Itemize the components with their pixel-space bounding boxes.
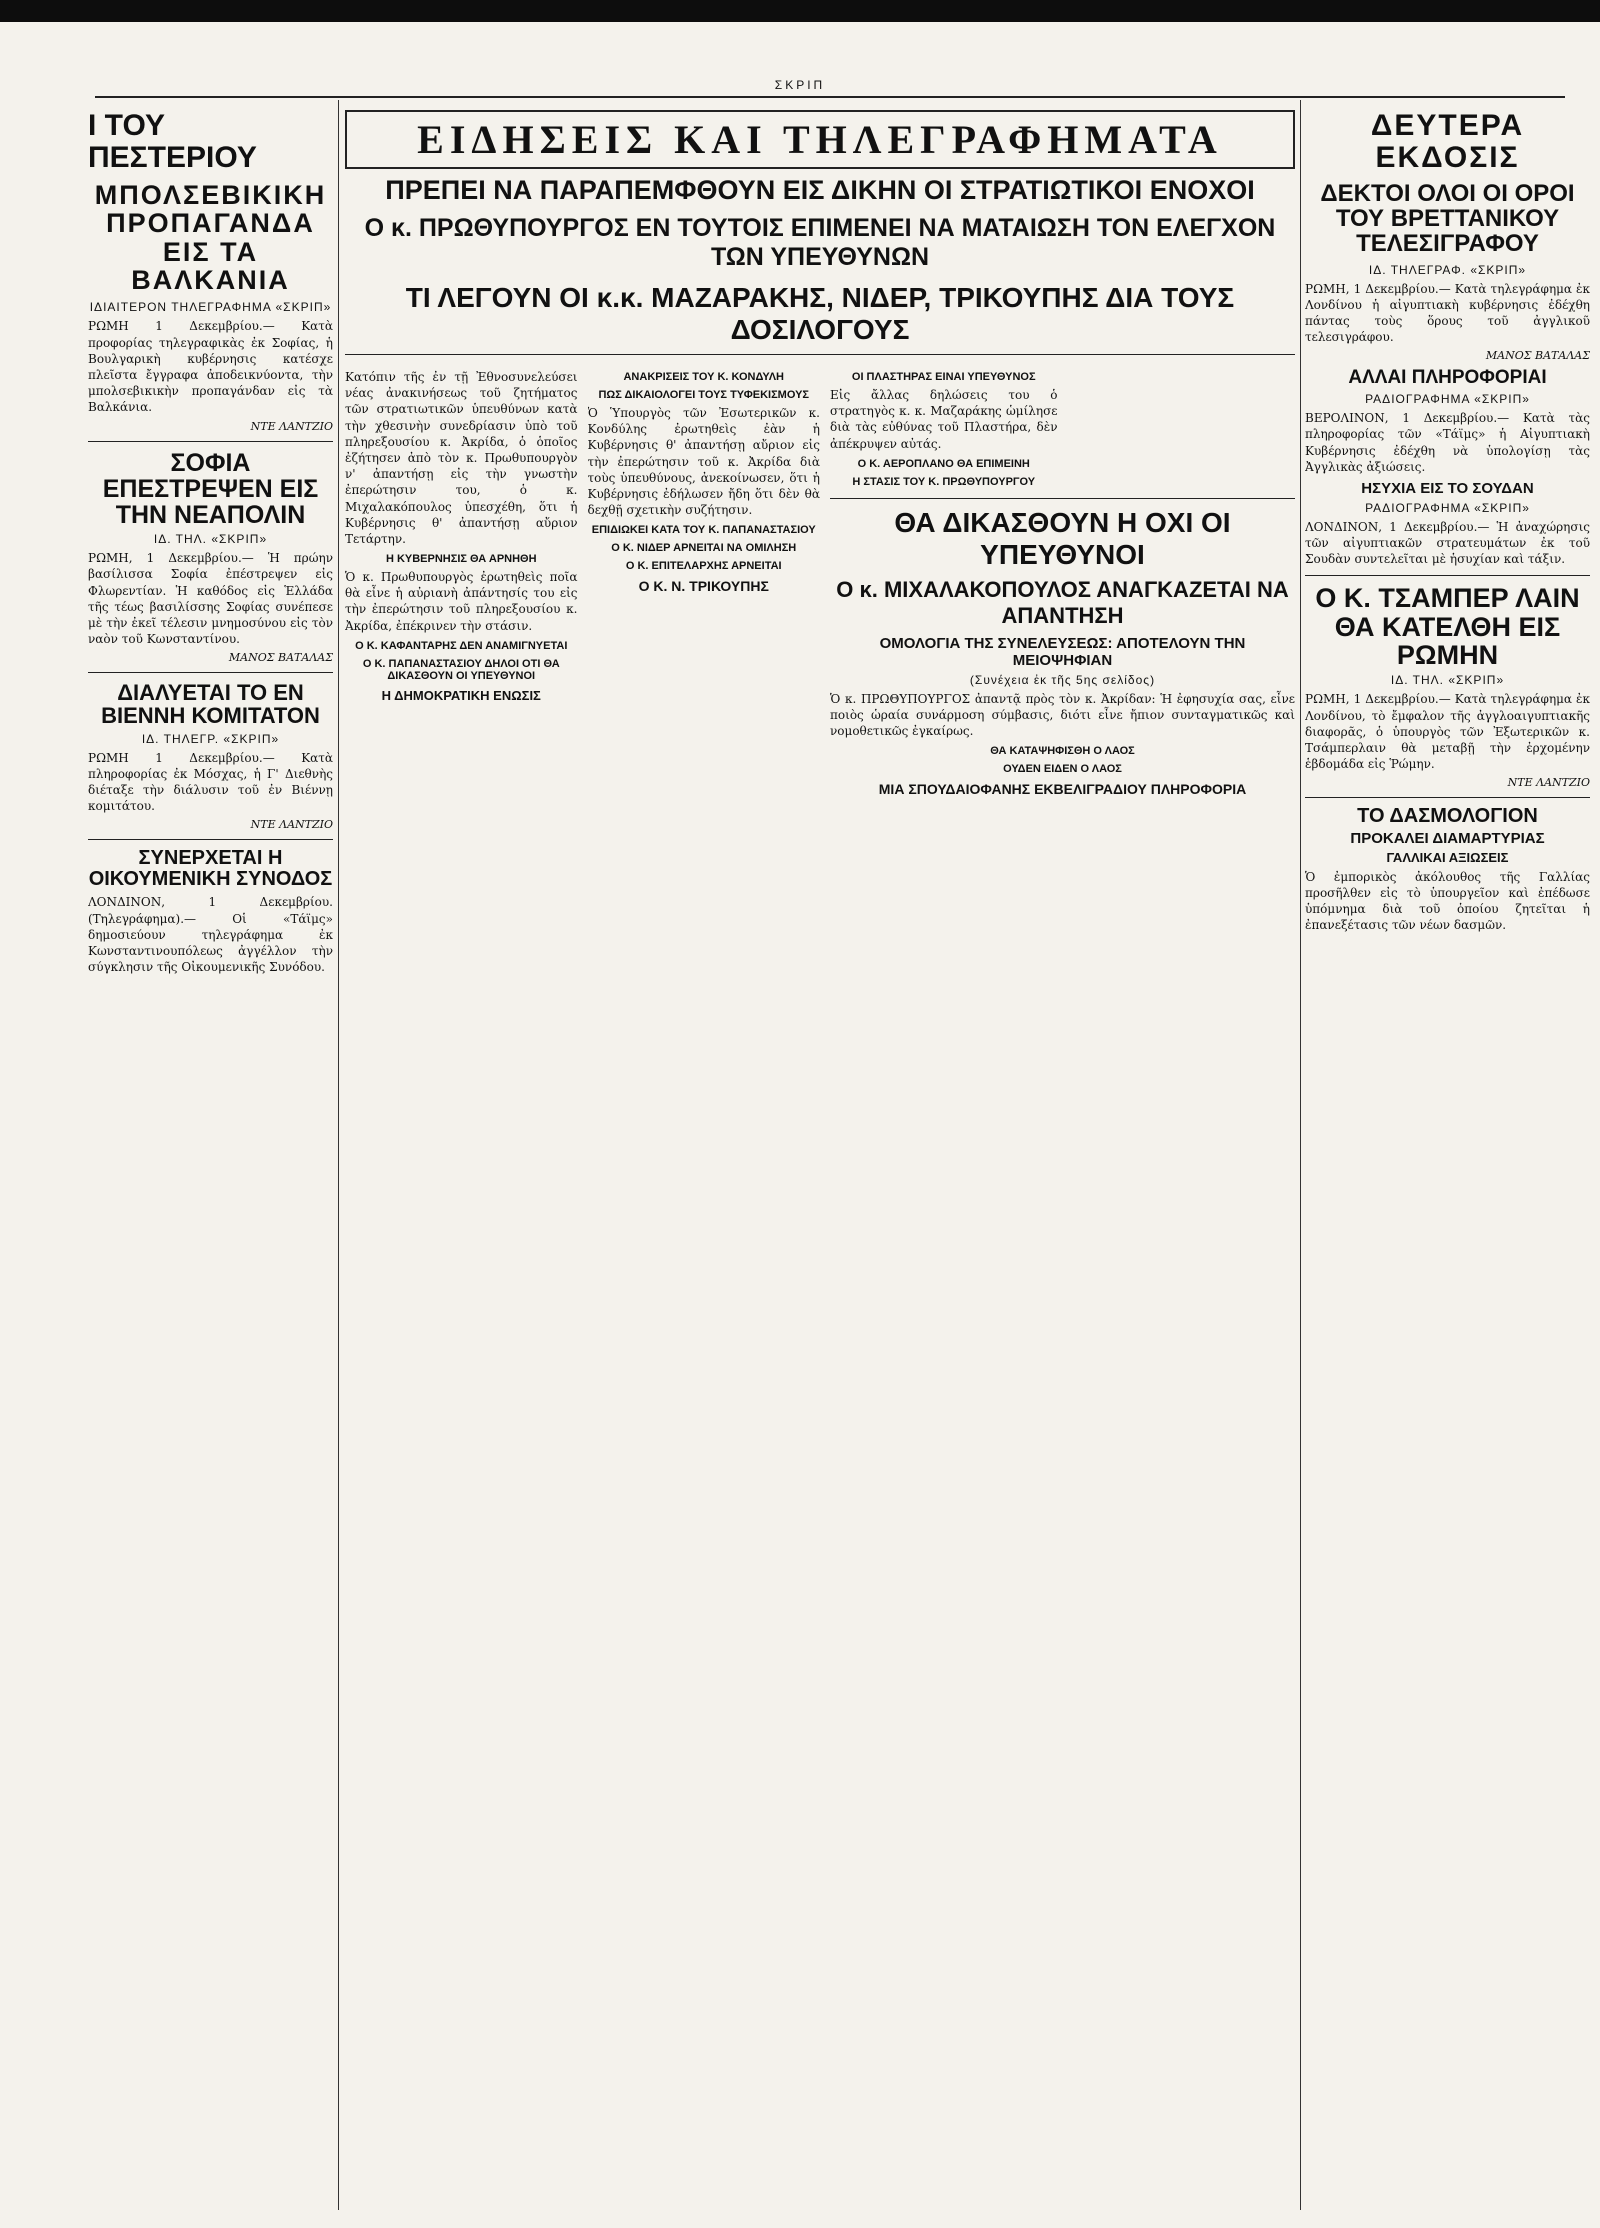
right-article1-title: ΔΕΚΤΟΙ ΟΛΟΙ ΟΙ ΟΡΟΙ ΤΟΥ ΒΡΕΤΤΑΝΙΚΟΥ ΤΕΛΕΣΙΓΡΑΦΟΥ <box>1320 180 1575 258</box>
right-article3-title: ΗΣΥΧΙΑ ΕΙΣ ΤΟ ΣΟΥΔΑΝ <box>1361 480 1534 497</box>
divider <box>1305 797 1590 798</box>
subhead: ΟΙ ΠΛΑΣΤΗΡΑΣ ΕΙΝΑΙ ΥΠΕΥΘΥΝΟΣ <box>851 371 1036 383</box>
right-article4-sign: ΝΤΕ ΛΑΝΤΖΙΟ <box>1507 776 1590 790</box>
right-article1-sign: ΜΑΝΟΣ ΒΑΤΑΛΑΣ <box>1485 349 1590 363</box>
left-article4-body: ΛΟΝΔΙΝΟΝ, 1 Δεκεμβρίου. (Τηλεγράφημα).— Οἱ «Τάϊμς» δημοσιεύουν τηλεγράφημα ἐκ Κωνσταντινουπόλεως ἀγγέλλον τὴν σύγκλησιν τῆς Οἰκουμενικῆς Συνόδου. <box>88 895 333 975</box>
divider <box>345 354 1295 355</box>
headline-1: ΠΡΕΠΕΙ ΝΑ ΠΑΡΑΠΕΜΦΘΟΥΝ ΕΙΣ ΔΙΚΗΝ ΟΙ ΣΤΡΑΤΙΩΤΙΚΟΙ ΕΝΟΧΟΙ <box>385 175 1255 205</box>
left-article2-kicker: ΙΔ. ΤΗΛ. «ΣΚΡΙΠ» <box>153 532 268 547</box>
center-subcolumns <box>345 365 1295 799</box>
article-body: Κατόπιν τῆς ἐν τῇ Ἐθνοσυνελεύσει νέας ἀνακινήσεως τοῦ ζητήματος τῶν στρατιωτικῶν ὑπευθύνων κατὰ τὴν χθεσινὴν συνεδρίασιν ὑπὸ τοῦ πληρεξουσίου κ. Ἀκρίδα, ὁ ὁποῖος ἐζήτησεν ἀπὸ τὸν κ. Πρωθυπουργὸν ν' ἀπαντήσῃ εἰς τὴν γνωστὴν ἐπερώτησιν του, ὁ κ. Μιχαλακόπουλος ὑπεσχέθη, ὅτι ἡ Κυβέρνησις θ' ἀπαντήσῃ αὔριον Τετάρτην. <box>345 370 578 546</box>
divider <box>830 498 1295 499</box>
center-col-3b <box>1068 365 1296 490</box>
left-column <box>88 110 333 2210</box>
article-body: Ὁ κ. ΠΡΩΘΥΠΟΥΡΓΟΣ ἀπαντᾷ πρὸς τὸν κ. Ἀκρίδαν: Ἡ ἐφησυχία σας, εἶνε ποιὸς ὡραία συνάρμοση σύμβασις, διότι εἶνε ἤπιον συνταγματικῶς καὶ νομοθετικῶς ἐγκαίρως. <box>830 691 1295 739</box>
divider <box>88 672 333 673</box>
mid-headline-3: ΟΜΟΛΟΓΙΑ ΤΗΣ ΣΥΝΕΛΕΥΣΕΩΣ: ΑΠΟΤΕΛΟΥΝ ΤΗΝ ΜΕΙΟΨΗΦΙΑΝ <box>879 634 1246 669</box>
subhead: ΕΠΙΔΙΩΚΕΙ ΚΑΤΑ ΤΟΥ Κ. ΠΑΠΑΝΑΣΤΑΣΙΟΥ <box>591 524 816 537</box>
subhead: ΠΩΣ ΔΙΚΑΙΟΛΟΓΕΙ ΤΟΥΣ ΤΥΦΕΚΙΣΜΟΥΣ <box>598 389 810 401</box>
subhead: Ο Κ. ΚΑΦΑΝΤΑΡΗΣ ΔΕΝ ΑΝΑΜΙΓΝΥΕΤΑΙ <box>355 639 568 652</box>
top-black-strip <box>0 0 1600 22</box>
subhead: Ο Κ. ΝΙΔΕΡ ΑΡΝΕΙΤΑΙ ΝΑ ΟΜΙΛΗΣΗ <box>611 542 797 555</box>
header-rule <box>95 96 1565 98</box>
left-article4-title: ΣΥΝΕΡΧΕΤΑΙ Η ΟΙΚΟΥΜΕΝΙΚΗ ΣΥΝΟΔΟΣ <box>88 847 333 891</box>
divider <box>88 441 333 442</box>
subhead: Ο Κ. ΕΠΙΤΕΛΑΡΧΗΣ ΑΡΝΕΙΤΑΙ <box>625 560 782 573</box>
left-article1-title-top: Ι ΤΟΥ ΠΕΣΤΕΡΙΟΥ <box>88 110 257 174</box>
left-article2-sign: ΜΑΝΟΣ ΒΑΤΑΛΑΣ <box>228 651 333 665</box>
left-article3-kicker: ΙΔ. ΤΗΛΕΓΡ. «ΣΚΡΙΠ» <box>141 731 280 746</box>
subhead: Ο Κ. Ν. ΤΡΙΚΟΥΠΗΣ <box>638 578 769 595</box>
left-article3-body: ΡΩΜΗ 1 Δεκεμβρίου.— Κατὰ πληροφορίας ἐκ Μόσχας, ἡ Γ' Διεθνὴς διέταξε τὴν διάλυσιν τοῦ ἐν Βιέννῃ κομιτάτου. <box>88 750 333 814</box>
center-col-3a <box>830 365 1058 490</box>
center-col-2 <box>588 365 821 799</box>
right-article4-kicker: ΙΔ. ΤΗΛ. «ΣΚΡΙΠ» <box>1390 673 1505 688</box>
left-article1-kicker: ΙΔΙΑΙΤΕΡΟΝ ΤΗΛΕΓΡΑΦΗΜΑ «ΣΚΡΙΠ» <box>89 300 332 315</box>
article-body: Ὁ κ. Πρωθυπουργὸς ἐρωτηθεὶς ποῖα θὰ εἶνε ἡ αὐριανὴ ἀπάντησίς του εἰς τὴν ἐπερώτησιν τοῦ πληρεξουσίου κ. Ἀκρίδα, ἐπέκρινεν τὴν στάσιν. <box>345 570 578 633</box>
right-article3-kicker: ΡΑΔΙΟΓΡΑΦΗΜΑ «ΣΚΡΙΠ» <box>1365 500 1530 515</box>
right-article2-body: ΒΕΡΟΛΙΝΟΝ, 1 Δεκεμβρίου.— Κατὰ τὰς πληροφορίας τῶν «Τάϊμς» ἡ Αἰγυπτιακὴ Κυβέρνησις ἐδέχθη νὰ ὑπολογίσῃ τὰς Ἀγγλικὰς ἀξιώσεις. <box>1305 411 1590 474</box>
subhead: Ο Κ. ΑΕΡΟΠΛΑΝΟ ΘΑ ΕΠΙΜΕΙΝΗ <box>857 457 1030 470</box>
subhead: ΑΝΑΚΡΙΣΕΙΣ ΤΟΥ Κ. ΚΟΝΔΥΛΗ <box>623 371 784 383</box>
left-article3-title: ΔΙΑΛΥΕΤΑΙ ΤΟ ΕΝ ΒΙΕΝΝΗ ΚΟΜΙΤΑΤΟΝ <box>101 680 320 729</box>
center-col-3 <box>830 365 1295 799</box>
left-article1-body: ΡΩΜΗ 1 Δεκεμβρίου.— Κατὰ προφορίας τηλεγραφικὰς ἐκ Σοφίας, ἡ Βουλγαρικὴ κυβέρνησις κατέσχε πλεῖστα ἔγγραφα ἀποδεικνύοντα, τὴν μπολσεβικικὴν προπαγάνδαν εἰς τὰ Βαλκάνια. <box>88 319 333 415</box>
right-article5-subtitle-2: ΓΑΛΛΙΚΑΙ ΑΞΙΩΣΕΙΣ <box>1386 850 1509 866</box>
right-article1-title-top: ΔΕΥΤΕΡΑ ΕΚΔΟΣΙΣ <box>1370 110 1525 174</box>
divider <box>1305 575 1590 576</box>
article-body: Ὁ Ὑπουργὸς τῶν Ἐσωτερικῶν κ. Κονδύλης ἐρωτηθεὶς ἐὰν ἡ Κυβέρνησις θ' ἀπαντήσῃ αὔριον εἰς τὴν ἐπερώτησιν τοῦ κ. Ἀκρίδα διὰ τοὺς ὑπευθύνους, ἀνεκοίνωσεν, ὅτι ἡ Κυβέρνησις ἐδήλωσεν ἤδη ὅτι δὲν θὰ δεχθῇ σχετικὴν συζήτησιν. <box>587 406 820 518</box>
column-divider-right <box>1300 100 1301 2210</box>
right-article5-title: ΤΟ ΔΑΣΜΟΛΟΓΙΟΝ <box>1357 805 1538 828</box>
subhead: Η ΔΗΜΟΚΡΑΤΙΚΗ ΕΝΩΣΙΣ <box>381 687 541 703</box>
center-col-3-top <box>830 365 1295 490</box>
continuation-note: (Συνέχεια ἐκ τῆς 5ης σελίδος) <box>969 672 1156 687</box>
subhead: ΜΙΑ ΣΠΟΥΔΑΙΟΦΑΝΗΣ ΕΚΒΕΛΙΓΡΑΔΙΟΥ ΠΛΗΡΟΦΟΡΙΑ <box>878 781 1247 798</box>
right-article4-body: ΡΩΜΗ, 1 Δεκεμβρίου.— Κατὰ τηλεγράφημα ἐκ Λονδίνου, τὸ ἔμφαλον τῆς ἀγγλοαιγυπτιακῆς διαφορᾶς, ὁ ὑπουργὸς τῶν Ἐξωτερικῶν κ. Τσάμπερλαιν θὰ μεταβῇ τὴν ἐρχομένην ἑβδομάδα εἰς Ῥώμην. <box>1305 692 1590 772</box>
right-article4-title: Ο Κ. ΤΣΑΜΠΕΡ ΛΑΙΝ ΘΑ ΚΑΤΕΛΘΗ ΕΙΣ ΡΩΜΗΝ <box>1315 583 1580 670</box>
left-article1-title: ΜΠΟΛΣΕΒΙΚΙΚΗ ΠΡΟΠΑΓΑΝΔΑ ΕΙΣ ΤΑ ΒΑΛΚΑΝΙΑ <box>94 180 327 296</box>
headline-2: Ο κ. ΠΡΩΘΥΠΟΥΡΓΟΣ ΕΝ ΤΟΥΤΟΙΣ ΕΠΙΜΕΝΕΙ ΝΑ ΜΑΤΑΙΩΣΗ ΤΟΝ ΕΛΕΓΧΟΝ ΤΩΝ ΥΠΕΥΘΥΝΩΝ <box>364 214 1276 271</box>
masthead: ΣΚΡΙΠ <box>774 78 826 92</box>
section-banner: ΕΙΔΗΣΕΙΣ ΚΑΙ ΤΗΛΕΓΡΑΦΗΜΑΤΑ <box>345 110 1295 169</box>
mid-headline: ΘΑ ΔΙΚΑΣΘΟΥΝ Η ΟΧΙ ΟΙ ΥΠΕΥΘΥΝΟΙ <box>894 506 1231 570</box>
headline-3: ΤΙ ΛΕΓΟΥΝ ΟΙ κ.κ. ΜΑΖΑΡΑΚΗΣ, ΝΙΔΕΡ, ΤΡΙΚΟΥΠΗΣ ΔΙΑ ΤΟΥΣ ΔΟΣΙΛΟΓΟΥΣ <box>405 282 1235 345</box>
center-section <box>345 110 1295 2210</box>
right-article1-body: ΡΩΜΗ, 1 Δεκεμβρίου.— Κατὰ τηλεγράφημα ἐκ Λονδίνου ἡ αἰγυπτιακὴ κυβέρνησις ἐδέχθη πάντας τοὺς ὅρους τοῦ ἀγγλικοῦ τελεσιγράφου. <box>1305 281 1590 345</box>
column-divider-left <box>338 100 339 2210</box>
right-article1-kicker: ΙΔ. ΤΗΛΕΓΡΑΦ. «ΣΚΡΙΠ» <box>1368 262 1527 277</box>
subhead: Η ΚΥΒΕΡΝΗΣΙΣ ΘΑ ΑΡΝΗΘΗ <box>385 553 537 566</box>
right-article5-subtitle: ΠΡΟΚΑΛΕΙ ΔΙΑΜΑΡΤΥΡΙΑΣ <box>1350 830 1545 848</box>
right-article2-kicker: ΡΑΔΙΟΓΡΑΦΗΜΑ «ΣΚΡΙΠ» <box>1365 392 1530 407</box>
subhead: ΘΑ ΚΑΤΑΨΗΦΙΣΘΗ Ο ΛΑΟΣ <box>990 745 1135 758</box>
left-article3-sign: ΝΤΕ ΛΑΝΤΖΙΟ <box>250 818 333 832</box>
left-article2-title: ΣΟΦΙΑ ΕΠΕΣΤΡΕΨΕΝ ΕΙΣ ΤΗΝ ΝΕΑΠΟΛΙΝ <box>102 448 319 529</box>
center-col-1 <box>345 365 578 799</box>
article-body: Εἰς ἄλλας δηλώσεις του ὁ στρατηγὸς κ. κ. Μαζαράκης ὡμίλησε διὰ τὰς εὐθύνας τοῦ Πλαστήρα, δὲν ἀπέκρυψεν αὐτάς. <box>830 388 1058 451</box>
subhead: Η ΣΤΑΣΙΣ ΤΟΥ Κ. ΠΡΩΘΥΠΟΥΡΓΟΥ <box>852 475 1036 488</box>
right-column <box>1305 110 1590 2210</box>
right-article2-title: ΑΛΛΑΙ ΠΛΗΡΟΦΟΡΙΑΙ <box>1348 367 1547 389</box>
mid-headline-2: Ο κ. ΜΙΧΑΛΑΚΟΠΟΥΛΟΣ ΑΝΑΓΚΑΖΕΤΑΙ ΝΑ ΑΠΑΝΤΗΣΗ <box>836 576 1289 628</box>
left-article1-sign: ΝΤΕ ΛΑΝΤΖΙΟ <box>250 419 333 433</box>
right-article3-body: ΛΟΝΔΙΝΟΝ, 1 Δεκεμβρίου.— Ἡ ἀναχώρησις τῶν αἰγυπτιακῶν στρατευμάτων ἐκ τοῦ Σουδὰν συντελεῖται μὲ ἡσυχίαν καὶ τάξιν. <box>1305 519 1590 567</box>
left-article2-body: ΡΩΜΗ, 1 Δεκεμβρίου.— Ἡ πρώην βασίλισσα Σοφία ἐπέστρεψεν εἰς Φλωρεντίαν. Ἡ καθόδος εἰς Ἑλλάδα τῆς τέως βασιλίσσης Σοφίας συνέπεσε μὲ τὴν ἐκεῖ τέλεσιν μνημοσύνου εἰς τὸν ναὸν τοῦ Κωνσταντίνου. <box>88 551 333 647</box>
subhead: ΟΥΔΕΝ ΕΙΔΕΝ Ο ΛΑΟΣ <box>1003 763 1122 776</box>
subhead: Ο Κ. ΠΑΠΑΝΑΣΤΑΣΙΟΥ ΔΗΛΟΙ ΟΤΙ ΘΑ ΔΙΚΑΣΘΟΥΝ ΟΙ ΥΠΕΥΘΥΝΟΙ <box>362 657 560 682</box>
divider <box>88 839 333 840</box>
right-article5-body: Ὁ ἐμπορικὸς ἀκόλουθος τῆς Γαλλίας προσῆλθεν εἰς τὸ ὑπουργεῖον καὶ ἐπέδωσε ὑπόμνημα διὰ τοῦ ὁποίου ζητεῖται ἡ ἐπανεξέτασις τῶν νέων δασμῶν. <box>1305 869 1590 933</box>
